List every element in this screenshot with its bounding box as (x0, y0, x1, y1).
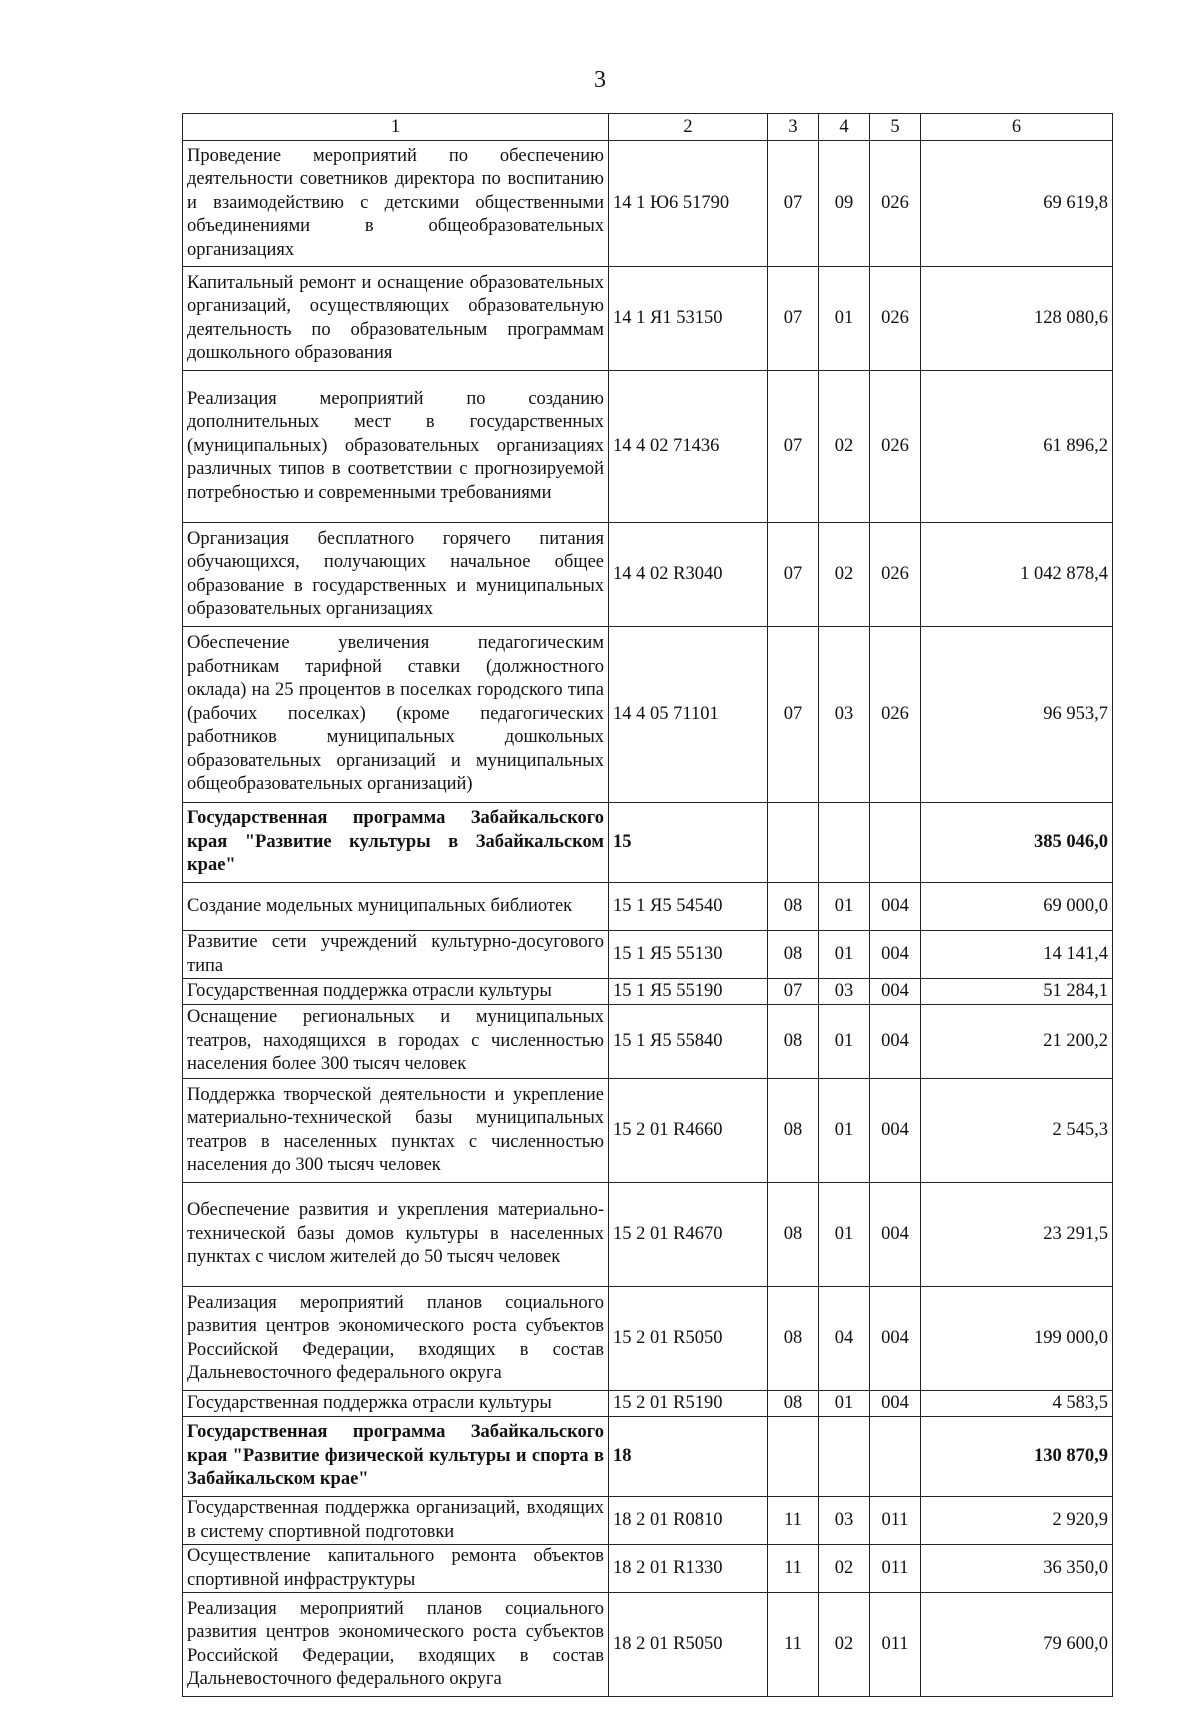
row-subsection-cell: 09 (819, 141, 870, 267)
row-amount-cell: 130 870,9 (921, 1417, 1113, 1497)
row-code-cell: 15 2 01 R5190 (609, 1391, 768, 1417)
row-name-cell: Организация бесплатного горячего питания обучающихся, получающих начальное общее образование в государственных и муниципальных образовательных организациях (183, 523, 609, 627)
row-section-cell: 08 (768, 1287, 819, 1391)
row-amount-cell: 79 600,0 (921, 1593, 1113, 1697)
row-name-cell: Обеспечение увеличения педагогическим работникам тарифной ставки (должностного оклада) на 25 процентов в поселках городского типа (рабочих поселках) (кроме педагогических работников муниципальных дошкольных образовательных организаций и муниципальных общеобразовательных организаций) (183, 627, 609, 803)
row-code-cell: 15 1 Я5 54540 (609, 883, 768, 931)
table-row (183, 1287, 1113, 1391)
row-type-cell: 004 (870, 883, 921, 931)
row-subsection-cell: 03 (819, 979, 870, 1005)
row-code-cell: 18 2 01 R1330 (609, 1545, 768, 1593)
row-name-cell: Реализация мероприятий планов социального развития центров экономического роста субъектов Российской Федерации, входящих в состав Дальневосточного федерального округа (183, 1287, 609, 1391)
row-subsection-cell: 02 (819, 1545, 870, 1593)
table-row (183, 523, 1113, 627)
table-row (183, 883, 1113, 931)
row-amount-cell: 2 545,3 (921, 1079, 1113, 1183)
row-subsection-cell: 01 (819, 1005, 870, 1079)
row-subsection-cell: 01 (819, 1391, 870, 1417)
row-amount-cell: 96 953,7 (921, 627, 1113, 803)
column-header: 5 (870, 114, 921, 141)
row-code-cell: 14 4 02 R3040 (609, 523, 768, 627)
row-amount-cell: 199 000,0 (921, 1287, 1113, 1391)
row-section-cell: 08 (768, 1183, 819, 1287)
row-code-cell: 18 2 01 R5050 (609, 1593, 768, 1697)
row-code-cell: 15 2 01 R4670 (609, 1183, 768, 1287)
row-amount-cell: 14 141,4 (921, 931, 1113, 979)
row-subsection-cell: 02 (819, 523, 870, 627)
row-name-cell: Государственная поддержка организаций, входящих в систему спортивной подготовки (183, 1497, 609, 1545)
row-type-cell: 026 (870, 267, 921, 371)
row-section-cell: 08 (768, 1391, 819, 1417)
table-body (183, 141, 1113, 1697)
column-header: 2 (609, 114, 768, 141)
row-code-cell: 15 1 Я5 55190 (609, 979, 768, 1005)
row-section-cell: 07 (768, 627, 819, 803)
table-row (183, 931, 1113, 979)
table-row (183, 1497, 1113, 1545)
row-type-cell: 026 (870, 523, 921, 627)
row-name-cell: Государственная поддержка отрасли культуры (183, 979, 609, 1005)
row-section-cell: 07 (768, 371, 819, 523)
row-name-cell: Поддержка творческой деятельности и укрепление материально-технической базы муниципальных театров в населенных пунктах с численностью населения до 300 тысяч человек (183, 1079, 609, 1183)
row-type-cell: 011 (870, 1545, 921, 1593)
row-amount-cell: 128 080,6 (921, 267, 1113, 371)
row-type-cell: 004 (870, 979, 921, 1005)
row-section-cell: 11 (768, 1545, 819, 1593)
column-header: 4 (819, 114, 870, 141)
row-amount-cell: 4 583,5 (921, 1391, 1113, 1417)
row-subsection-cell (819, 803, 870, 883)
row-type-cell: 004 (870, 1287, 921, 1391)
row-section-cell (768, 803, 819, 883)
row-section-cell: 08 (768, 883, 819, 931)
row-type-cell: 004 (870, 1183, 921, 1287)
row-code-cell: 14 1 Ю6 51790 (609, 141, 768, 267)
row-subsection-cell: 03 (819, 627, 870, 803)
table-row (183, 627, 1113, 803)
row-name-cell: Обеспечение развития и укрепления материально-технической базы домов культуры в населенных пунктах с числом жителей до 50 тысяч человек (183, 1183, 609, 1287)
row-name-cell: Проведение мероприятий по обеспечению деятельности советников директора по воспитанию и взаимодействию с детскими общественными объединениями в общеобразовательных организациях (183, 141, 609, 267)
table-row (183, 371, 1113, 523)
column-header: 1 (183, 114, 609, 141)
row-amount-cell: 1 042 878,4 (921, 523, 1113, 627)
program-row (183, 1417, 1113, 1497)
row-subsection-cell: 03 (819, 1497, 870, 1545)
row-subsection-cell: 01 (819, 883, 870, 931)
row-amount-cell: 2 920,9 (921, 1497, 1113, 1545)
row-section-cell: 07 (768, 141, 819, 267)
row-name-cell: Оснащение региональных и муниципальных театров, находящихся в городах с численностью населения более 300 тысяч человек (183, 1005, 609, 1079)
row-type-cell: 004 (870, 1391, 921, 1417)
row-type-cell: 011 (870, 1497, 921, 1545)
row-type-cell: 026 (870, 371, 921, 523)
row-name-cell: Капитальный ремонт и оснащение образовательных организаций, осуществляющих образовательную деятельность по образовательным программам дошкольного образования (183, 267, 609, 371)
table-header-row (183, 114, 1113, 141)
table-row (183, 1593, 1113, 1697)
table-row (183, 1391, 1113, 1417)
row-section-cell: 08 (768, 1079, 819, 1183)
row-code-cell: 15 1 Я5 55130 (609, 931, 768, 979)
row-subsection-cell: 02 (819, 371, 870, 523)
row-section-cell: 07 (768, 523, 819, 627)
row-name-cell: Осуществление капитального ремонта объектов спортивной инфраструктуры (183, 1545, 609, 1593)
row-subsection-cell: 02 (819, 1593, 870, 1697)
row-subsection-cell: 01 (819, 931, 870, 979)
row-type-cell (870, 1417, 921, 1497)
row-name-cell: Реализация мероприятий по созданию дополнительных мест в государственных (муниципальных) образовательных организациях различных типов в соответствии с прогнозируемой потребностью и современными требованиями (183, 371, 609, 523)
row-amount-cell: 69 619,8 (921, 141, 1113, 267)
row-amount-cell: 385 046,0 (921, 803, 1113, 883)
row-amount-cell: 23 291,5 (921, 1183, 1113, 1287)
table-row (183, 1005, 1113, 1079)
column-header: 6 (921, 114, 1113, 141)
row-section-cell: 07 (768, 267, 819, 371)
row-type-cell (870, 803, 921, 883)
row-code-cell: 14 4 05 71101 (609, 627, 768, 803)
row-name-cell: Развитие сети учреждений культурно-досугового типа (183, 931, 609, 979)
row-subsection-cell: 01 (819, 267, 870, 371)
row-type-cell: 004 (870, 1079, 921, 1183)
row-subsection-cell: 01 (819, 1183, 870, 1287)
row-section-cell: 11 (768, 1497, 819, 1545)
row-type-cell: 004 (870, 1005, 921, 1079)
row-section-cell: 07 (768, 979, 819, 1005)
table-row (183, 1079, 1113, 1183)
row-type-cell: 026 (870, 141, 921, 267)
row-name-cell: Реализация мероприятий планов социального развития центров экономического роста субъектов Российской Федерации, входящих в состав Дальневосточного федерального округа (183, 1593, 609, 1697)
table-row (183, 1183, 1113, 1287)
row-amount-cell: 51 284,1 (921, 979, 1113, 1005)
row-code-cell: 15 2 01 R5050 (609, 1287, 768, 1391)
row-section-cell: 08 (768, 1005, 819, 1079)
row-code-cell: 14 1 Я1 53150 (609, 267, 768, 371)
table-row (183, 979, 1113, 1005)
table-row (183, 267, 1113, 371)
column-header: 3 (768, 114, 819, 141)
row-amount-cell: 61 896,2 (921, 371, 1113, 523)
page-number: 3 (594, 67, 606, 93)
row-amount-cell: 36 350,0 (921, 1545, 1113, 1593)
row-section-cell: 08 (768, 931, 819, 979)
row-type-cell: 004 (870, 931, 921, 979)
row-type-cell: 026 (870, 627, 921, 803)
budget-table (182, 113, 1113, 1697)
row-type-cell: 011 (870, 1593, 921, 1697)
program-row (183, 803, 1113, 883)
row-name-cell: Создание модельных муниципальных библиотек (183, 883, 609, 931)
row-subsection-cell: 04 (819, 1287, 870, 1391)
row-section-cell: 11 (768, 1593, 819, 1697)
row-amount-cell: 69 000,0 (921, 883, 1113, 931)
table-row (183, 1545, 1113, 1593)
row-amount-cell: 21 200,2 (921, 1005, 1113, 1079)
row-code-cell: 15 1 Я5 55840 (609, 1005, 768, 1079)
row-name-cell: Государственная поддержка отрасли культуры (183, 1391, 609, 1417)
row-subsection-cell (819, 1417, 870, 1497)
row-code-cell: 14 4 02 71436 (609, 371, 768, 523)
row-name-cell: Государственная программа Забайкальского края "Развитие физической культуры и спорта в Забайкальском крае" (183, 1417, 609, 1497)
row-section-cell (768, 1417, 819, 1497)
row-code-cell: 15 (609, 803, 768, 883)
row-code-cell: 15 2 01 R4660 (609, 1079, 768, 1183)
row-subsection-cell: 01 (819, 1079, 870, 1183)
row-code-cell: 18 2 01 R0810 (609, 1497, 768, 1545)
row-name-cell: Государственная программа Забайкальского края "Развитие культуры в Забайкальском крае" (183, 803, 609, 883)
row-code-cell: 18 (609, 1417, 768, 1497)
table-row (183, 141, 1113, 267)
